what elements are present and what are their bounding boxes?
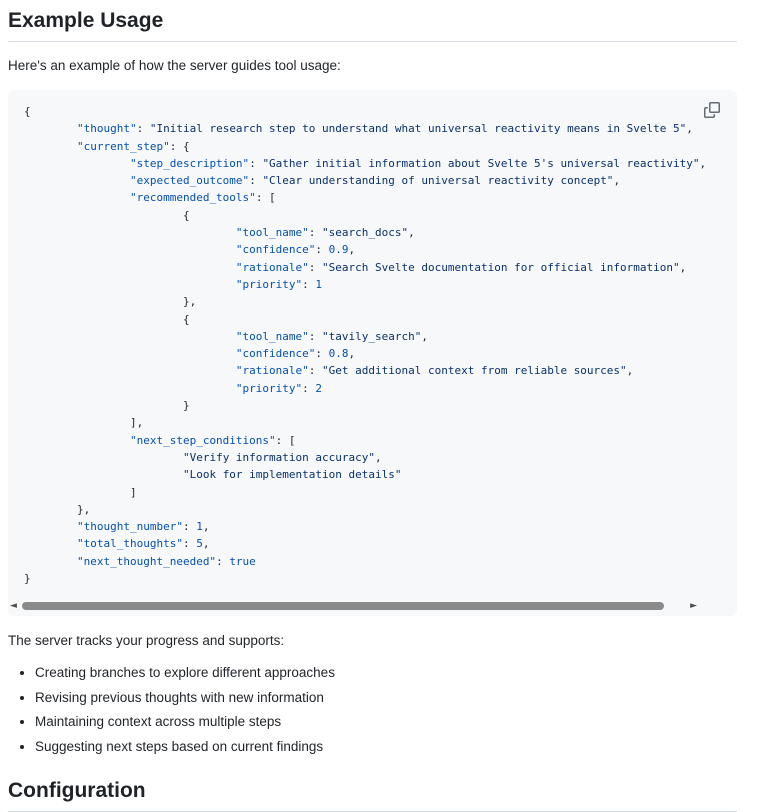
list-item: • Maintaining context across multiple steps <box>35 712 737 732</box>
code-line: "current_step": { <box>76 139 190 153</box>
section-title-example-usage: Example Usage <box>8 8 737 42</box>
code-line: ] <box>24 485 137 499</box>
code-line: "expected_outcome": "Clear understanding of universal reactivity concept", <box>129 174 621 188</box>
copy-button[interactable] <box>702 100 722 120</box>
supports-list <box>8 663 737 756</box>
code-line: "rationale": "Search Svelte documentation for official information", <box>235 260 687 274</box>
code-line: ], <box>24 416 144 430</box>
scrollbar-thumb[interactable] <box>22 602 664 610</box>
list-item: • Suggesting next steps based on current findings <box>35 737 737 757</box>
code-line: "next_step_conditions": [ <box>129 433 296 447</box>
code-line: "rationale": "Get additional context from reliable sources", <box>235 364 634 378</box>
scrollbar-track[interactable] <box>22 602 685 610</box>
code-line: } <box>24 572 31 586</box>
code-line: "Verify information accuracy", <box>182 450 382 464</box>
code-line: "step_description": "Gather initial information about Svelte 5's universal reactivity", <box>129 156 707 170</box>
code-line: "total_thoughts": 5, <box>76 537 210 551</box>
code-line: "next_thought_needed": true <box>76 554 256 568</box>
list-item: • Creating branches to explore different approaches <box>35 663 737 683</box>
code-line: }, <box>24 295 197 309</box>
code-line: "tool_name": "search_docs", <box>235 226 415 240</box>
code-line: "thought": "Initial research step to understand what universal reactivity means in Svelte 5", <box>76 122 693 136</box>
code-line: } <box>24 399 190 413</box>
code-line: { <box>24 312 190 326</box>
code-line: { <box>24 105 31 118</box>
code-line: { <box>24 208 190 222</box>
intro-paragraph: Here's an example of how the server guides tool usage: <box>8 58 341 73</box>
scroll-right-arrow-icon[interactable]: ► <box>690 601 697 612</box>
code-content <box>24 103 721 587</box>
code-line: "priority": 2 <box>235 381 323 395</box>
horizontal-scrollbar[interactable] <box>10 601 697 611</box>
code-line: }, <box>24 502 91 516</box>
code-line: "recommended_tools": [ <box>129 191 276 205</box>
code-line: "tool_name": "tavily_search", <box>235 329 428 343</box>
supports-paragraph: The server tracks your progress and supports: <box>8 633 285 649</box>
code-line: "confidence": 0.8, <box>235 347 356 361</box>
code-line: "priority": 1 <box>235 277 323 291</box>
code-block <box>8 90 737 616</box>
scroll-left-arrow-icon[interactable]: ◄ <box>10 601 17 612</box>
code-line: "confidence": 0.9, <box>235 243 356 257</box>
list-item: • Revising previous thoughts with new information <box>35 688 737 708</box>
code-line: "thought_number": 1, <box>76 520 210 534</box>
copy-icon <box>704 102 720 118</box>
section-title-configuration: Configuration <box>8 778 737 812</box>
code-line: "Look for implementation details" <box>182 468 402 482</box>
